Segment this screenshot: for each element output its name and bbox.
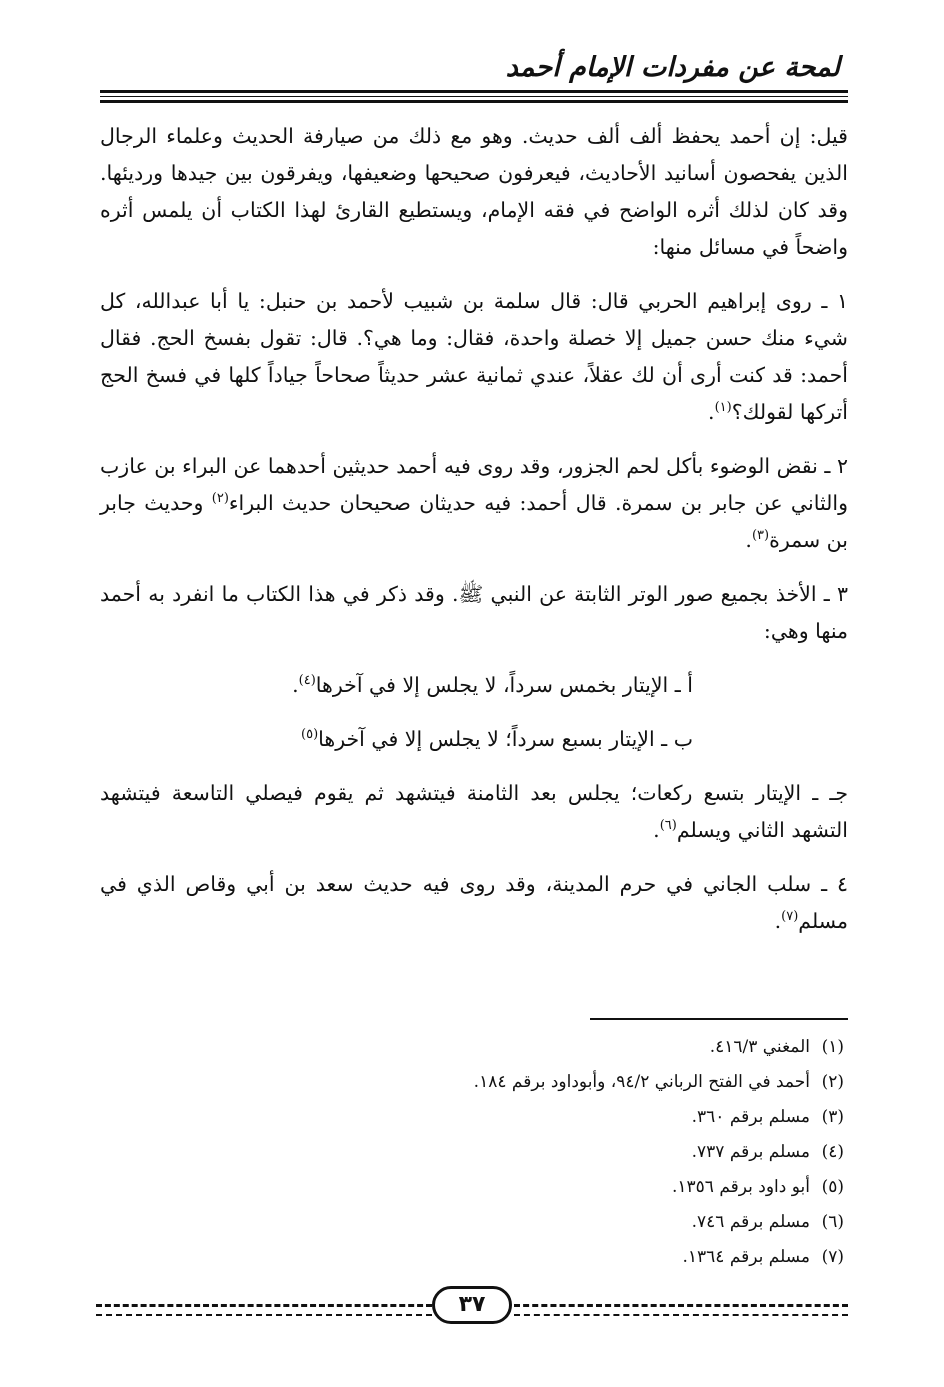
footnote-ref-5[interactable]: (٥) bbox=[301, 727, 319, 743]
footnote-number: (٢) bbox=[821, 1072, 844, 1092]
footnote-item bbox=[284, 1030, 844, 1065]
point-2-text-b: وحديث جابر بن سمرة bbox=[100, 491, 848, 552]
point-1-text: ١ ـ روى إبراهيم الحربي قال: قال سلمة بن شبيب لأحمد بن حنبل: يا أبا عبدالله، كل شيء منك حسن جميل إلا خصلة واحدة، فقال: وما هي؟. قال: تقول بفسخ الحج. فقال أحمد: قد كنت أرى أن لك عقلاً، عندي ثمانية عشر حديثاً صحاحاً جياداً كلها في فسخ الحج أتركها لقولك؟ bbox=[100, 289, 848, 424]
footnote-item bbox=[284, 1170, 844, 1205]
footnote-number: (٧) bbox=[821, 1247, 844, 1267]
footnote-item bbox=[284, 1240, 844, 1275]
point-4-end: . bbox=[774, 909, 782, 933]
point-2-paragraph bbox=[100, 448, 848, 559]
point-2-text-a: ٢ ـ نقض الوضوء بأكل لحم الجزور، وقد روى فيه أحمد حديثين أحدهما عن البراء بن عازب والثاني عن جابر بن سمرة. قال أحمد: فيه حديثان صحيحان حديث البراء bbox=[100, 454, 848, 515]
footnote-number: (٣) bbox=[821, 1107, 844, 1127]
main-text bbox=[100, 118, 848, 957]
sub-point-a-end: . bbox=[292, 673, 299, 697]
point-4-paragraph bbox=[100, 866, 848, 940]
footnote-text: المغني ٤١٦/٣. bbox=[709, 1037, 810, 1057]
footnote-number: (٥) bbox=[821, 1177, 844, 1197]
footnote-separator bbox=[590, 1018, 848, 1020]
point-3-paragraph: ٣ ـ الأخذ بجميع صور الوتر الثابتة عن النبي ﷺ. وقد ذكر في هذا الكتاب ما انفرد به أحمد منها وهي: bbox=[100, 582, 848, 643]
footnote-item bbox=[284, 1100, 844, 1135]
sub-point-c-end: . bbox=[653, 818, 660, 842]
footnote-number: (١) bbox=[821, 1037, 844, 1057]
footnote-text: أبو داود برقم ١٣٥٦. bbox=[671, 1177, 810, 1197]
footnote-item bbox=[284, 1205, 844, 1240]
point-1-end: . bbox=[708, 400, 715, 424]
page-number-badge: ٣٧ bbox=[432, 1286, 512, 1324]
sub-point-b bbox=[100, 721, 848, 758]
footnote-number: (٤) bbox=[821, 1142, 844, 1162]
footnote-text: مسلم برقم ٧٣٧. bbox=[691, 1142, 810, 1162]
running-header-title: لمحة عن مفردات الإمام أحمد bbox=[505, 52, 840, 83]
footer-dashed-line-left-lower bbox=[96, 1314, 432, 1316]
intro-paragraph: قيل: إن أحمد يحفظ ألف ألف حديث. وهو مع ذلك من صيارفة الحديث وعلماء الرجال الذين يفحصون أسانيد الأحاديث، فيعرفون صحيحها وضعيفها، ويفرقون بين جيدها ورديئها. وقد كان لذلك أثره الواضح في فقه الإمام، ويستطيع القارئ لهذا الكتاب أن يلمس أثره واضحاً في مسائل منها: bbox=[100, 124, 848, 259]
footnote-item bbox=[284, 1065, 844, 1100]
header-rule-bottom bbox=[100, 100, 848, 103]
footnote-ref-7[interactable]: (٧) bbox=[781, 909, 799, 925]
sub-point-c bbox=[100, 775, 848, 849]
footnote-number: (٦) bbox=[821, 1212, 844, 1232]
footer-dashed-line-right bbox=[514, 1304, 848, 1307]
footnotes-list bbox=[284, 1030, 844, 1275]
footnote-ref-2[interactable]: (٢) bbox=[211, 491, 229, 507]
header-rule-middle bbox=[100, 96, 848, 97]
footer-dashed-line-left bbox=[96, 1304, 432, 1307]
footnote-text: مسلم برقم ٧٤٦. bbox=[691, 1212, 810, 1232]
sub-point-a bbox=[100, 667, 848, 704]
footnote-ref-6[interactable]: (٦) bbox=[659, 818, 677, 834]
sub-point-b-text: ب ـ الإيتار بسبع سرداً؛ لا يجلس إلا في آخرها bbox=[318, 727, 693, 751]
footnote-ref-3[interactable]: (٣) bbox=[751, 528, 770, 544]
footnote-text: مسلم برقم ١٣٦٤. bbox=[682, 1247, 810, 1267]
point-2-end: . bbox=[745, 528, 752, 552]
footnote-item bbox=[284, 1135, 844, 1170]
point-4-text: ٤ ـ سلب الجاني في حرم المدينة، وقد روى فيه حديث سعد بن أبي وقاص الذي في مسلم bbox=[100, 872, 848, 933]
point-1-paragraph bbox=[100, 283, 848, 431]
footer-dashed-line-right-lower bbox=[514, 1314, 848, 1316]
footnote-text: مسلم برقم ٣٦٠. bbox=[691, 1107, 810, 1127]
sub-point-a-text: أ ـ الإيتار بخمس سرداً، لا يجلس إلا في آخرها bbox=[315, 673, 693, 697]
footnote-ref-1[interactable]: (١) bbox=[714, 400, 732, 416]
header-rule-top bbox=[100, 90, 848, 93]
footnote-text: أحمد في الفتح الرباني ٩٤/٢، وأبوداود برقم ١٨٤. bbox=[473, 1072, 810, 1092]
footnote-ref-4[interactable]: (٤) bbox=[298, 673, 316, 689]
sub-point-c-text: جـ ـ الإيتار بتسع ركعات؛ يجلس بعد الثامنة فيتشهد ثم يقوم فيصلي التاسعة فيتشهد التشهد الثاني ويسلم bbox=[100, 781, 848, 842]
